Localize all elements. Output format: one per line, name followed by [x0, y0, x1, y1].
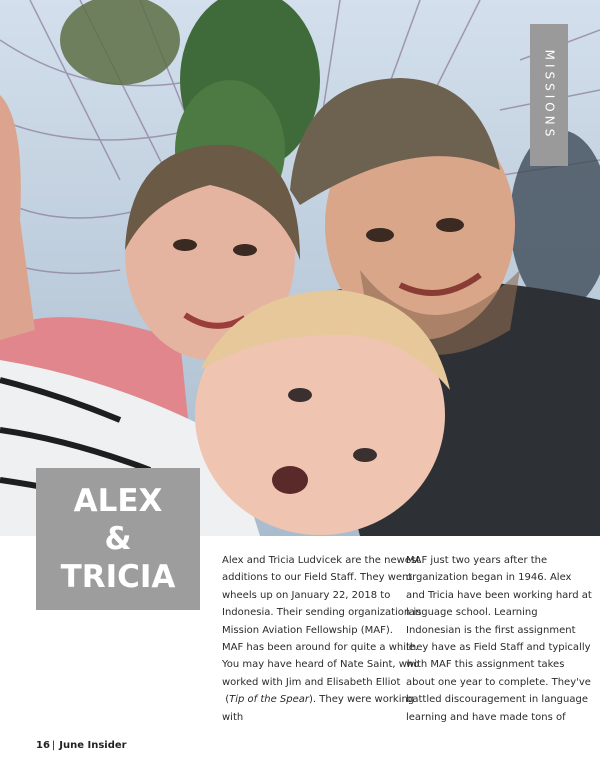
body-line: organization began in 1946. Alex: [406, 572, 572, 584]
body-line: about one year to complete. They've: [406, 676, 591, 688]
body-line: learning and have made tons of: [406, 711, 566, 723]
body-line: You may have heard of Nate Saint, who: [222, 659, 420, 671]
body-line: wheels up on January 22, 2018 to: [222, 589, 391, 601]
paren-close-text: ). They were working: [309, 694, 415, 706]
body-line: they have as Field Staff and typically: [406, 642, 591, 654]
body-line: MAF just two years after the: [406, 555, 548, 566]
article-title-block: [36, 468, 200, 610]
body-line: Indonesia. Their sending organization is: [222, 607, 422, 619]
title-line-2: &: [104, 521, 132, 557]
paren-open: (: [225, 694, 230, 706]
publication-name: June Insider: [59, 740, 127, 751]
body-line: battled discouragement in language: [406, 694, 588, 706]
body-line: Mission Aviation Fellowship (MAF).: [222, 624, 393, 636]
article-column-2: [406, 552, 592, 726]
title-line-3: TRICIA: [60, 559, 176, 595]
body-line: MAF has been around for quite a while.: [222, 642, 419, 654]
body-line: additions to our Field Staff. They went: [222, 572, 413, 584]
page-number: 16: [36, 740, 50, 751]
section-tab-missions: [530, 24, 568, 166]
body-line: with: [222, 711, 244, 723]
body-line: and Tricia have been working hard at: [406, 589, 592, 601]
title-line-1: ALEX: [73, 483, 163, 519]
body-line: Alex and Tricia Ludvicek are the newest: [222, 555, 421, 566]
book-title: Tip of the Spear: [229, 694, 310, 706]
footer-separator: |: [51, 740, 56, 751]
body-line: worked with Jim and Elisabeth Elliot: [222, 676, 401, 688]
article-column-1: [222, 552, 422, 726]
section-tab-label: MISSIONS: [542, 49, 556, 141]
body-line: with MAF this assignment takes: [406, 659, 565, 671]
page-footer: [36, 740, 127, 751]
body-line: language school. Learning: [406, 607, 538, 619]
body-line-italic-reference: [222, 691, 415, 708]
body-line: Indonesian is the first assignment: [406, 624, 576, 636]
